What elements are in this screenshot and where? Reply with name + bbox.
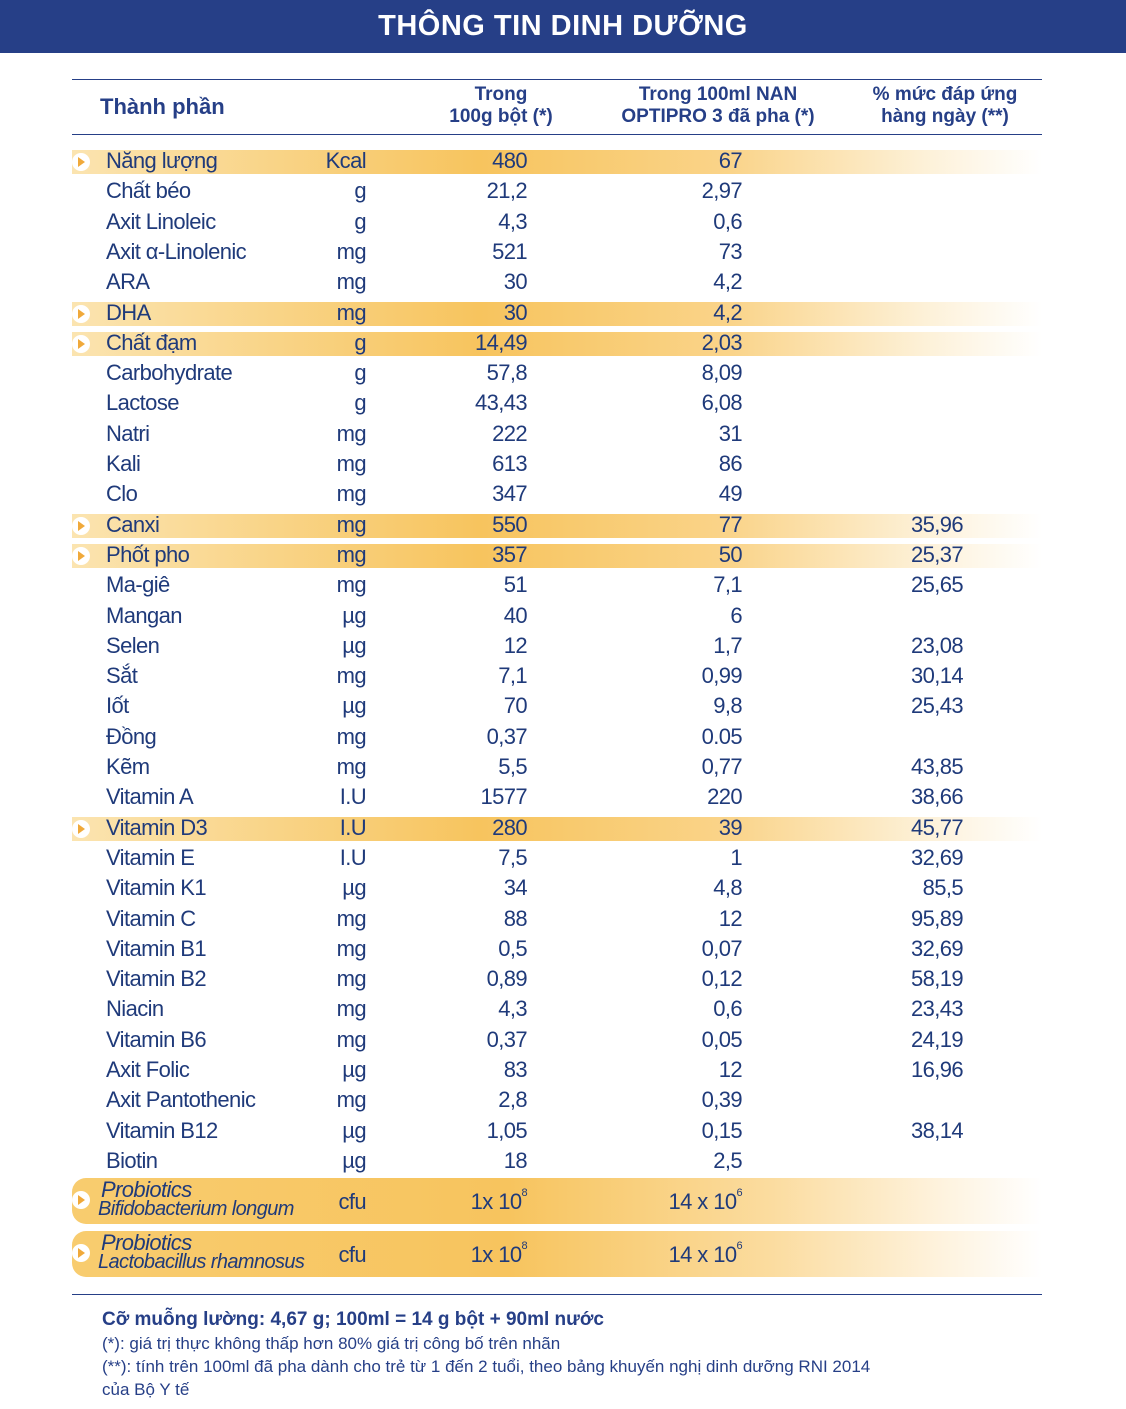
table-row bbox=[0, 1055, 1126, 1085]
row-value-per100ml: 0,15 bbox=[701, 1117, 742, 1143]
row-name: Mangan bbox=[106, 602, 182, 628]
row-value-per100ml: 77 bbox=[718, 511, 742, 537]
row-value-per100g: 43,43 bbox=[474, 390, 527, 416]
row-value-per100g: 0,37 bbox=[486, 1026, 527, 1052]
row-value-per100ml: 0,12 bbox=[701, 966, 742, 992]
row-name: Chất đạm bbox=[106, 329, 197, 355]
row-value-per100ml: 12 bbox=[718, 905, 742, 931]
row-value-per100ml: 6 bbox=[730, 602, 742, 628]
row-value-per100g: 357 bbox=[492, 541, 527, 567]
table-row bbox=[0, 752, 1126, 782]
table-row bbox=[0, 1146, 1126, 1176]
table-row bbox=[0, 388, 1126, 418]
row-unit: mg bbox=[336, 572, 366, 598]
row-name: Sắt bbox=[106, 663, 138, 689]
row-name: Carbohydrate bbox=[106, 360, 233, 386]
table-row bbox=[0, 479, 1126, 509]
row-value-per100ml: 0,99 bbox=[701, 663, 742, 689]
row-name: Vitamin D3 bbox=[106, 814, 208, 840]
row-value-per100g: 7,1 bbox=[498, 663, 527, 689]
row-unit: I.U bbox=[339, 784, 366, 810]
row-value-per100g: 12 bbox=[503, 632, 527, 658]
row-value-per100ml: 12 bbox=[718, 1057, 742, 1082]
row-unit: mg bbox=[336, 420, 366, 446]
row-value-per100g: 4,3 bbox=[498, 208, 527, 234]
row-value-per100g: 550 bbox=[492, 511, 527, 537]
row-unit: µg bbox=[342, 875, 366, 901]
row-unit: mg bbox=[336, 966, 366, 992]
row-unit: g bbox=[354, 329, 366, 355]
row-value-per100ml: 0,39 bbox=[701, 1087, 742, 1113]
row-value-per100g: 1,05 bbox=[486, 1117, 527, 1143]
row-unit: Kcal bbox=[325, 148, 366, 173]
row-unit: g bbox=[354, 360, 366, 386]
row-value-per100ml: 7,1 bbox=[713, 572, 742, 598]
row-value-daily-pct: 95,89 bbox=[910, 905, 963, 931]
row-unit: mg bbox=[336, 905, 366, 931]
table-row bbox=[0, 328, 1126, 358]
row-unit: g bbox=[354, 178, 366, 204]
row-value-daily-pct: 38,66 bbox=[910, 784, 963, 810]
row-value-per100g: 34 bbox=[503, 875, 527, 901]
chevron-right-icon bbox=[72, 335, 90, 353]
row-name: Selen bbox=[106, 632, 160, 658]
footer-rule bbox=[72, 1294, 1042, 1295]
row-highlight bbox=[72, 329, 1042, 356]
row-name: Vitamin B12 bbox=[106, 1117, 218, 1143]
row-name: Vitamin K1 bbox=[106, 875, 206, 901]
table-row bbox=[0, 570, 1126, 600]
row-unit: mg bbox=[336, 481, 366, 507]
probiotic-row bbox=[0, 1176, 1126, 1226]
row-value-per100g: 83 bbox=[503, 1057, 527, 1082]
row-value-per100ml: 0.05 bbox=[701, 723, 742, 749]
row-unit: mg bbox=[336, 541, 366, 567]
row-value-per100ml: 73 bbox=[718, 238, 742, 264]
row-value-per100ml: 2,03 bbox=[701, 329, 742, 355]
row-value-per100ml: 9,8 bbox=[713, 693, 742, 719]
page-title: THÔNG TIN DINH DƯỠNG bbox=[378, 10, 748, 42]
row-name: Vitamin E bbox=[106, 844, 195, 870]
probiotic-strain: Bifidobacterium longum bbox=[98, 1198, 294, 1221]
value-base: 1x 10 bbox=[470, 1242, 522, 1268]
row-value-per100g: 57,8 bbox=[486, 360, 527, 386]
col-header-per100ml: Trong 100ml NAN OPTIPRO 3 đã pha (*) bbox=[621, 84, 815, 127]
row-value-per100ml: 0,6 bbox=[713, 996, 742, 1022]
row-unit: mg bbox=[336, 269, 366, 295]
row-name: Biotin bbox=[106, 1147, 158, 1173]
row-name: Canxi bbox=[106, 511, 160, 537]
row-highlight bbox=[72, 150, 1042, 174]
table-row bbox=[0, 540, 1126, 570]
table-row bbox=[0, 237, 1126, 267]
row-unit: mg bbox=[336, 996, 366, 1022]
row-unit: µg bbox=[342, 1057, 366, 1082]
row-value-per100ml: 2,5 bbox=[713, 1147, 742, 1173]
table-row bbox=[0, 419, 1126, 449]
table-row bbox=[0, 510, 1126, 540]
table-row bbox=[0, 904, 1126, 934]
row-name: ARA bbox=[106, 269, 150, 295]
row-name: Phốt pho bbox=[106, 541, 190, 567]
footnote-3: của Bộ Y tế bbox=[102, 1380, 190, 1399]
value-exponent: 8 bbox=[521, 1240, 527, 1253]
row-unit: mg bbox=[336, 1026, 366, 1052]
row-highlight bbox=[72, 511, 1042, 538]
footnote-1: (*): giá trị thực không thấp hơn 80% giá trị công bố trên nhãn bbox=[102, 1334, 561, 1353]
row-value-per100ml: 220 bbox=[707, 784, 742, 810]
value-base: 14 x 10 bbox=[668, 1189, 737, 1215]
row-name: Năng lượng bbox=[106, 148, 218, 173]
table-row bbox=[0, 994, 1126, 1024]
value-base: 1x 10 bbox=[470, 1189, 522, 1215]
row-unit: µg bbox=[342, 1117, 366, 1143]
row-value-per100ml: 4,8 bbox=[713, 875, 742, 901]
table-row bbox=[0, 267, 1126, 297]
row-value-daily-pct: 23,43 bbox=[910, 996, 963, 1022]
row-name: Iốt bbox=[106, 693, 129, 719]
row-value-per100ml: 31 bbox=[718, 420, 742, 446]
row-value-per100g: 4,3 bbox=[498, 996, 527, 1022]
row-value-daily-pct: 32,69 bbox=[910, 844, 963, 870]
col-header-per100g: Trong 100g bột (*) bbox=[449, 84, 553, 127]
row-value-per100ml: 0,07 bbox=[701, 935, 742, 961]
chevron-right-icon bbox=[72, 517, 90, 535]
value-exponent: 6 bbox=[736, 1187, 742, 1200]
row-value-per100ml: 67 bbox=[718, 148, 742, 173]
row-unit: cfu bbox=[338, 1189, 366, 1215]
row-value-daily-pct: 32,69 bbox=[910, 935, 963, 961]
table-row bbox=[0, 1025, 1126, 1055]
row-value-per100g: 521 bbox=[492, 238, 527, 264]
row-value-per100g bbox=[471, 1242, 527, 1268]
row-unit: mg bbox=[336, 511, 366, 537]
row-value-per100g: 222 bbox=[492, 420, 527, 446]
row-value-daily-pct: 43,85 bbox=[910, 754, 963, 779]
table-row bbox=[0, 813, 1126, 843]
row-value-per100ml: 4,2 bbox=[713, 269, 742, 295]
table-row bbox=[0, 298, 1126, 328]
col-header-daily: % mức đáp ứng hàng ngày (**) bbox=[872, 84, 1018, 127]
row-value-daily-pct: 38,14 bbox=[910, 1117, 963, 1143]
table-row bbox=[0, 207, 1126, 237]
row-value-per100ml bbox=[669, 1242, 743, 1268]
chevron-right-icon bbox=[72, 153, 90, 171]
row-value-per100g: 40 bbox=[503, 602, 527, 628]
row-value-daily-pct: 24,19 bbox=[910, 1026, 963, 1052]
row-unit: mg bbox=[336, 723, 366, 749]
row-unit: µg bbox=[342, 632, 366, 658]
table-row bbox=[0, 661, 1126, 691]
row-name: Vitamin C bbox=[106, 905, 196, 931]
header-bottom-rule bbox=[72, 134, 1042, 135]
row-value-per100ml: 8,09 bbox=[701, 360, 742, 386]
row-name: Vitamin B6 bbox=[106, 1026, 206, 1052]
row-value-per100ml: 4,2 bbox=[713, 299, 742, 325]
row-value-daily-pct: 85,5 bbox=[922, 875, 963, 901]
table-row bbox=[0, 176, 1126, 206]
row-value-daily-pct: 16,96 bbox=[910, 1057, 963, 1082]
row-unit: mg bbox=[336, 238, 366, 264]
row-value-per100ml: 49 bbox=[718, 481, 742, 507]
row-name: Vitamin A bbox=[106, 784, 194, 810]
probiotic-strain: Lactobacillus rhamnosus bbox=[98, 1251, 305, 1274]
row-value-per100g: 0,5 bbox=[498, 935, 527, 961]
row-name: Ma-giê bbox=[106, 572, 170, 598]
footnote-2: (**): tính trên 100ml đã pha dành cho trẻ từ 1 đến 2 tuổi, theo bảng khuyến nghị dinh dưỡng RNI 2014 bbox=[102, 1357, 871, 1376]
row-value-per100g: 14,49 bbox=[474, 329, 527, 355]
row-unit: mg bbox=[336, 451, 366, 476]
row-value-per100g: 280 bbox=[492, 814, 527, 840]
row-name: Axit Linoleic bbox=[106, 208, 216, 234]
row-value-per100ml: 0,05 bbox=[701, 1026, 742, 1052]
row-value-per100g: 613 bbox=[492, 451, 527, 476]
row-value-per100ml: 1 bbox=[730, 844, 742, 870]
chevron-right-icon bbox=[72, 820, 90, 838]
row-value-daily-pct: 25,37 bbox=[910, 541, 963, 567]
probiotic-row bbox=[0, 1229, 1126, 1279]
row-value-per100g bbox=[471, 1189, 527, 1215]
serving-size: Cỡ muỗng lường: 4,67 g; 100ml = 14 g bột + 90ml nước bbox=[102, 1309, 604, 1330]
row-name: DHA bbox=[106, 299, 151, 325]
row-value-per100ml: 39 bbox=[718, 814, 742, 840]
row-name: Vitamin B2 bbox=[106, 966, 206, 992]
row-value-per100g: 70 bbox=[503, 693, 527, 719]
row-value-per100ml: 86 bbox=[718, 451, 742, 476]
row-name: Axit Pantothenic bbox=[106, 1087, 256, 1113]
row-name: Chất béo bbox=[106, 178, 191, 204]
row-unit: I.U bbox=[339, 844, 366, 870]
row-unit: g bbox=[354, 390, 366, 416]
row-unit: mg bbox=[336, 663, 366, 689]
row-value-per100ml: 1,7 bbox=[713, 632, 742, 658]
row-unit: µg bbox=[342, 1147, 366, 1173]
row-value-per100ml: 2,97 bbox=[701, 178, 742, 204]
table-row bbox=[0, 873, 1126, 903]
row-value-daily-pct: 35,96 bbox=[910, 511, 963, 537]
table-row bbox=[0, 1116, 1126, 1146]
row-value-per100g: 480 bbox=[492, 148, 527, 173]
row-name: Kali bbox=[106, 451, 141, 476]
row-unit: g bbox=[354, 208, 366, 234]
header-top-rule bbox=[72, 79, 1042, 80]
row-unit: µg bbox=[342, 693, 366, 719]
table-row bbox=[0, 843, 1126, 873]
row-name: Axit α-Linolenic bbox=[106, 238, 247, 264]
row-highlight bbox=[72, 299, 1042, 326]
row-value-daily-pct: 25,65 bbox=[910, 572, 963, 598]
row-unit: mg bbox=[336, 299, 366, 325]
row-unit: cfu bbox=[338, 1242, 366, 1268]
col-header-ingredient: Thành phần bbox=[100, 94, 225, 119]
table-row bbox=[0, 146, 1126, 176]
chevron-right-icon bbox=[72, 305, 90, 323]
title-banner bbox=[0, 0, 1126, 53]
row-name: Lactose bbox=[106, 390, 179, 416]
row-value-per100g: 1577 bbox=[480, 784, 527, 810]
row-name: Kẽm bbox=[106, 754, 150, 779]
row-value-per100g: 5,5 bbox=[498, 754, 527, 779]
value-base: 14 x 10 bbox=[668, 1242, 737, 1268]
row-value-per100ml: 0,77 bbox=[701, 754, 742, 779]
table-row bbox=[0, 358, 1126, 388]
value-exponent: 6 bbox=[736, 1240, 742, 1253]
probiotic-name: Probiotics bbox=[101, 1230, 192, 1256]
row-value-per100g: 21,2 bbox=[486, 178, 527, 204]
row-highlight bbox=[72, 814, 1042, 841]
row-value-per100g: 0,37 bbox=[486, 723, 527, 749]
row-value-per100ml: 50 bbox=[718, 541, 742, 567]
row-value-per100g: 2,8 bbox=[498, 1087, 527, 1113]
row-name: Đồng bbox=[106, 723, 157, 749]
row-value-per100ml: 6,08 bbox=[701, 390, 742, 416]
row-value-per100ml: 0,6 bbox=[713, 208, 742, 234]
row-unit: mg bbox=[336, 1087, 366, 1113]
row-name: Axit Folic bbox=[106, 1057, 190, 1082]
table-row bbox=[0, 1085, 1126, 1115]
row-value-per100g: 347 bbox=[492, 481, 527, 507]
row-unit: µg bbox=[342, 602, 366, 628]
row-value-per100g: 30 bbox=[503, 269, 527, 295]
row-value-daily-pct: 30,14 bbox=[910, 663, 963, 689]
probiotic-name: Probiotics bbox=[101, 1177, 192, 1203]
row-value-per100g: 30 bbox=[503, 299, 527, 325]
table-row bbox=[0, 449, 1126, 479]
table-row bbox=[0, 934, 1126, 964]
table-row bbox=[0, 722, 1126, 752]
row-value-daily-pct: 58,19 bbox=[910, 966, 963, 992]
row-name: Vitamin B1 bbox=[106, 935, 206, 961]
row-value-per100ml bbox=[669, 1189, 743, 1215]
row-name: Clo bbox=[106, 481, 138, 507]
row-name: Niacin bbox=[106, 996, 164, 1022]
row-unit: mg bbox=[336, 935, 366, 961]
row-value-per100g: 0,89 bbox=[486, 966, 527, 992]
chevron-right-icon bbox=[72, 547, 90, 565]
table-row bbox=[0, 964, 1126, 994]
row-value-daily-pct: 25,43 bbox=[910, 693, 963, 719]
row-unit: mg bbox=[336, 754, 366, 779]
row-highlight bbox=[72, 541, 1042, 568]
table-row bbox=[0, 691, 1126, 721]
table-row bbox=[0, 601, 1126, 631]
value-exponent: 8 bbox=[521, 1187, 527, 1200]
row-value-per100g: 51 bbox=[503, 572, 527, 598]
table-row bbox=[0, 782, 1126, 812]
row-value-per100g: 7,5 bbox=[498, 844, 527, 870]
row-name: Natri bbox=[106, 420, 150, 446]
row-value-per100g: 18 bbox=[503, 1147, 527, 1173]
row-value-daily-pct: 23,08 bbox=[910, 632, 963, 658]
row-value-daily-pct: 45,77 bbox=[910, 814, 963, 840]
row-unit: I.U bbox=[339, 814, 366, 840]
table-row bbox=[0, 631, 1126, 661]
row-value-per100g: 88 bbox=[503, 905, 527, 931]
